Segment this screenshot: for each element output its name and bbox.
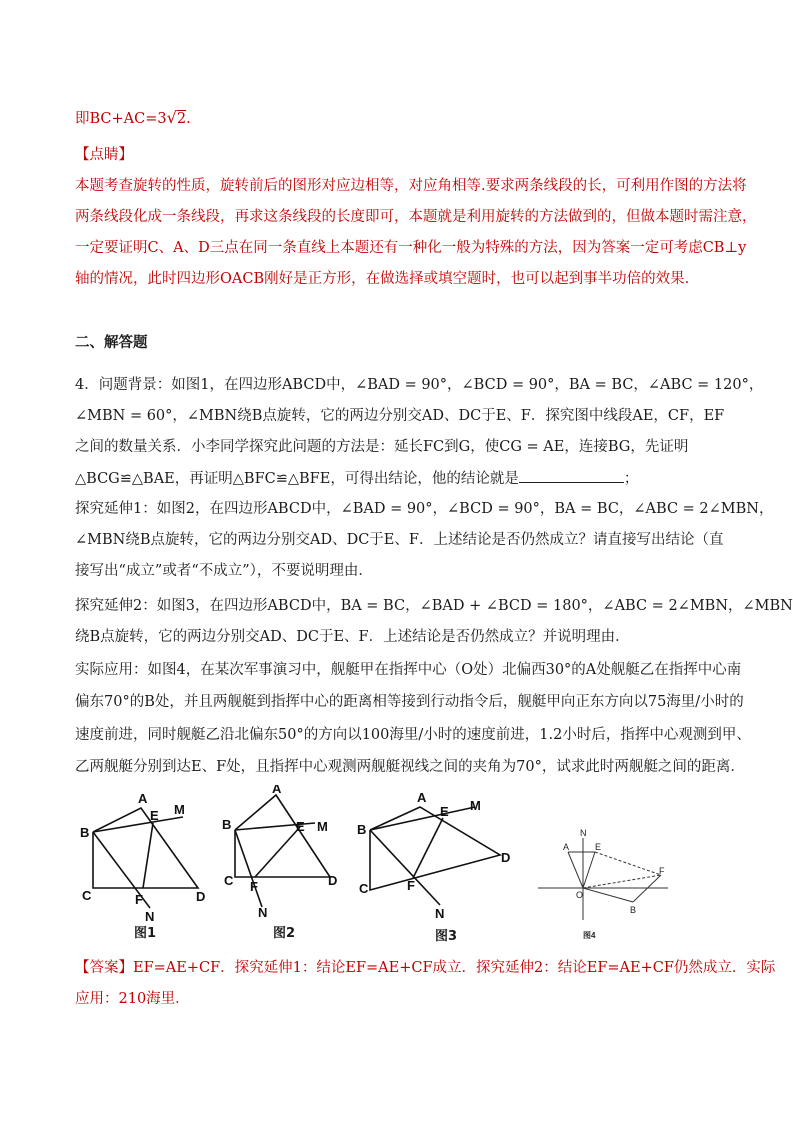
fig2-segment-ef [255, 827, 300, 877]
problem-line-6: ∠MBN绕B点旋转，它的两边分别交AD、DC于E、F．上述结论是否仍然成立？请直接写出结论（直 [75, 532, 724, 548]
fig1-label-c: C [82, 888, 92, 903]
fig3-label-c: C [359, 881, 369, 896]
problem-line-5: 探究延伸1：如图2，在四边形ABCD中，∠BAD = 90°，∠BCD = 90°，BA = BC，∠ABC = 2∠MBN， [75, 501, 774, 517]
fig1-segment-ef [143, 823, 153, 888]
fig2-label-b: B [222, 817, 232, 832]
figure-4 [533, 820, 673, 940]
dianjing-line-2: 两条线段化成一条线段，再求这条线段的长度即可，本题就是利用旋转的方法做到的，但做本题时需注意， [75, 209, 757, 225]
section-title: 二、解答题 [75, 335, 148, 351]
figure-3 [355, 790, 525, 925]
fig2-label-n: N [258, 905, 268, 920]
fig1-label-e: E [150, 808, 159, 823]
fig2-label-c: C [224, 873, 234, 888]
figure-1-caption: 图1 [134, 926, 157, 941]
result-suffix: . [186, 111, 191, 127]
fig4-label-e: E [595, 842, 602, 852]
fig3-quadrilateral [370, 807, 500, 890]
fig3-label-b: B [357, 822, 367, 837]
problem-line-13: 乙两舰艇分别到达E、F处，且指挥中心观测两舰艇视线之间的夹角为70°，试求此时两舰艇之间的距离． [75, 759, 745, 775]
problem-line-9: 绕B点旋转，它的两边分别交AD、DC于E、F．上述结论是否仍然成立？并说明理由． [75, 629, 630, 645]
problem-line-4 [75, 468, 638, 489]
fig3-label-f: F [407, 878, 415, 893]
problem-line-4-text: △BCG≌△BAE，再证明△BFC≌△BFE，可得出结论，他的结论就是 [75, 471, 519, 487]
answer-line-1: 【答案】EF=AE+CF．探究延伸1：结论EF=AE+CF成立．探究延伸2：结论EF=AE+CF仍然成立．实际 [75, 960, 776, 976]
answer-blank [519, 468, 624, 483]
problem-line-2: ∠MBN = 60°，∠MBN绕B点旋转，它的两边分别交AD、DC于E、F．探究图中线段AE，CF，EF [75, 408, 725, 424]
fig2-quadrilateral [235, 795, 330, 877]
fig4-line-ef [595, 852, 661, 875]
fig2-label-e: E [296, 819, 305, 834]
fig3-label-e: E [440, 804, 449, 819]
figure-4-caption: 图4 [583, 931, 596, 940]
problem-line-10: 实际应用：如图4，在某次军事演习中，舰艇甲在指挥中心（O处）北偏西30°的A处舰艇乙在指挥中心南 [75, 662, 742, 678]
result-coefficient: 3 [157, 111, 167, 127]
fig3-label-d: D [501, 850, 511, 865]
dianjing-line-3: 一定要证明C、A、D三点在同一条直线上本题还有一种化一般为特殊的方法，因为答案一定可考虑CB⊥y [75, 240, 747, 256]
fig4-label-n: N [580, 828, 587, 838]
fig4-label-a: A [563, 842, 570, 852]
problem-line-1: 4．问题背景：如图1，在四边形ABCD中，∠BAD = 90°，∠BCD = 90°，BA = BC，∠ABC = 120°， [75, 377, 764, 393]
fig3-label-m: M [470, 798, 481, 813]
fig3-label-a: A [417, 790, 427, 805]
fig3-label-n: N [435, 906, 445, 921]
problem-line-7: 接写出“成立”或者“不成立”），不要说明理由． [75, 563, 373, 579]
fig2-label-a: A [272, 785, 282, 796]
fig1-label-m: M [174, 802, 185, 817]
figure-3-caption: 图3 [435, 929, 458, 944]
fig4-line-oe [583, 852, 595, 888]
fig1-label-d: D [196, 889, 206, 904]
blank-semicolon: ； [623, 471, 639, 487]
fig4-label-b: B [630, 905, 637, 915]
problem-line-8: 探究延伸2：如图3，在四边形ABCD中，BA = BC，∠BAD + ∠BCD = 180°，∠ABC = 2∠MBN，∠MBN [75, 598, 793, 614]
result-line [75, 108, 191, 129]
result-radicand: 2 [176, 111, 187, 127]
answer-line-2: 应用：210海里． [75, 991, 190, 1007]
fig2-label-m: M [317, 819, 328, 834]
fig2-label-d: D [328, 873, 338, 888]
fig1-label-f: F [135, 892, 143, 907]
fig3-ray-bn [370, 830, 440, 905]
problem-line-12: 速度前进，同时舰艇乙沿北偏东50°的方向以100海里/小时的速度前进，1.2小时后，指挥中心观测到甲、 [75, 727, 751, 743]
fig2-ray-bn [235, 830, 262, 907]
fig1-label-a: A [138, 791, 148, 806]
figure-2-caption: 图2 [273, 926, 296, 941]
problem-line-11: 偏东70°的B处，并且两舰艇到指挥中心的距离相等接到行动指令后，舰艇甲向正东方向以75海里/小时的 [75, 694, 744, 710]
figure-1 [78, 790, 218, 925]
result-prefix: 即BC+AC= [75, 111, 158, 127]
sqrt-symbol: √ [166, 108, 177, 127]
fig3-segment-ef [413, 818, 443, 878]
dianjing-line-4: 轴的情况，此时四边形OACB刚好是正方形，在做选择或填空题时，也可以起到事半功倍的效果. [75, 271, 690, 287]
dianjing-tag: 【点睛】 [75, 147, 133, 163]
fig2-label-f: F [250, 879, 258, 894]
fig4-label-o: O [576, 890, 584, 900]
fig4-line-oa [568, 852, 583, 888]
fig1-label-n: N [145, 909, 155, 924]
fig4-line-ob [583, 888, 633, 902]
fig3-ray-bm [370, 807, 475, 830]
problem-line-3: 之间的数量关系．小李同学探究此问题的方法是：延长FC到G，使CG = AE，连接BG，先证明 [75, 439, 689, 455]
figure-2 [220, 785, 355, 920]
dianjing-line-1: 本题考查旋转的性质，旋转前后的图形对应边相等，对应角相等.要求两条线段的长，可利用作图的方法将 [75, 178, 747, 194]
fig4-label-f: F [659, 866, 665, 876]
fig1-label-b: B [80, 825, 90, 840]
